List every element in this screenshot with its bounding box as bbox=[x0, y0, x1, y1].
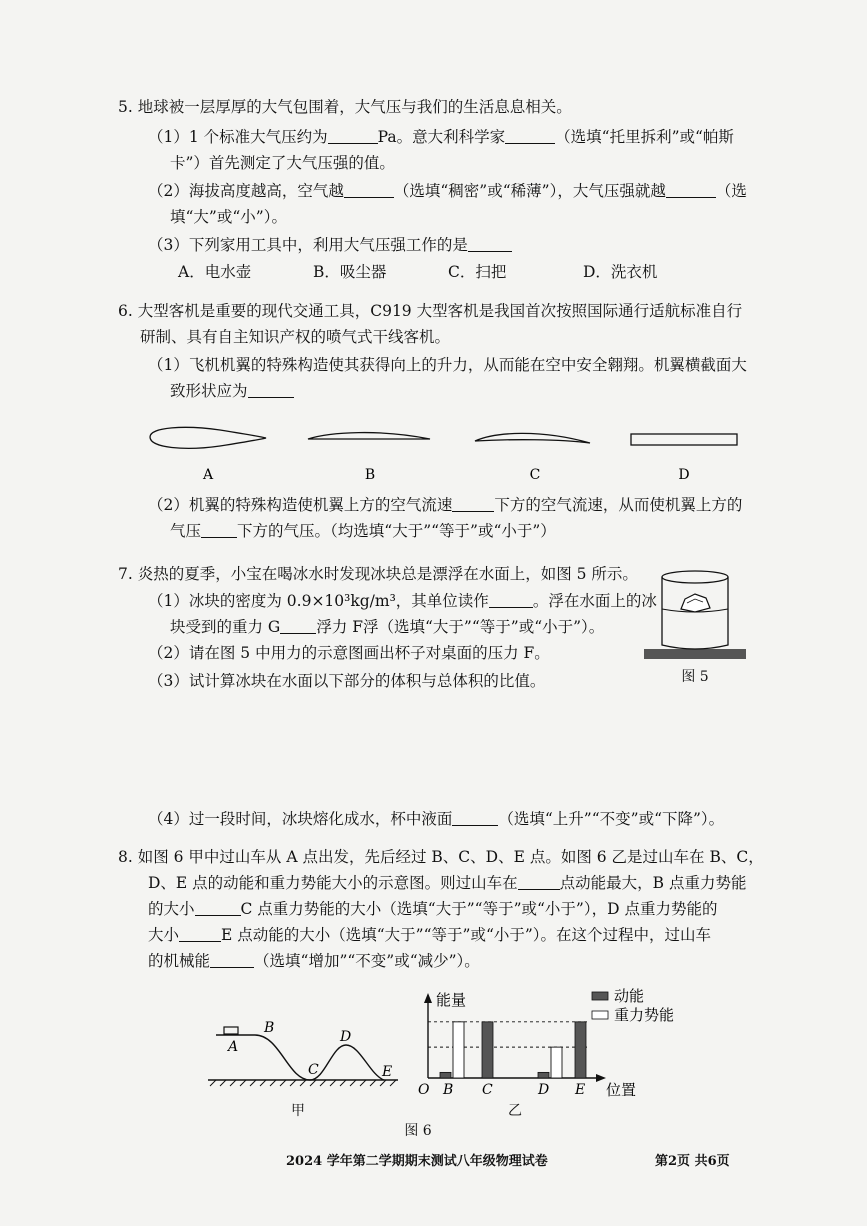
q7-part4 bbox=[148, 808, 724, 830]
x-axis-arrow bbox=[596, 1074, 606, 1082]
q5-part3 bbox=[148, 234, 512, 256]
y-axis-arrow bbox=[424, 993, 432, 1003]
q8-line3 bbox=[148, 898, 717, 920]
q5-p2-text-d: 填“大”或“小”）。 bbox=[170, 208, 287, 226]
footer-title: 2024 学年第二学期期末测试八年级物理试卷 bbox=[286, 1154, 548, 1169]
q8-blank-4[interactable] bbox=[210, 951, 254, 968]
legend-potential-label: 重力势能 bbox=[614, 1006, 675, 1024]
q5-option-a[interactable]: A．电水壶 bbox=[178, 263, 252, 281]
q8-blank-3[interactable] bbox=[179, 925, 221, 942]
q6-p2-blank-1[interactable] bbox=[452, 495, 494, 512]
x-tick-label-b: B bbox=[443, 1082, 454, 1098]
q7-p1-blank-2[interactable] bbox=[280, 617, 316, 634]
q5-part2-line1 bbox=[148, 180, 747, 202]
q5-option-d[interactable]: D．洗衣机 bbox=[583, 263, 658, 281]
wing-label-a: A bbox=[202, 467, 214, 483]
q7-p1-text-a: （1）冰块的密度为 0.9×10³kg/m³，其单位读作 bbox=[148, 592, 489, 610]
q6-p2-text-a: （2）机翼的特殊构造使机翼上方的空气流速 bbox=[148, 496, 453, 514]
q5-stem: 5. 地球被一层厚厚的大气包围着，大气压与我们的生活息息相关。 bbox=[118, 98, 572, 116]
fig5-label: 图 5 bbox=[681, 669, 709, 685]
fig6-yi-label: 乙 bbox=[508, 1103, 522, 1119]
q7-p4-blank[interactable] bbox=[452, 809, 498, 826]
q6-part2-line2 bbox=[170, 520, 556, 542]
wing-shape-d[interactable] bbox=[631, 434, 737, 445]
q5-part1-line1 bbox=[148, 126, 734, 148]
q6-p2-text-b: 下方的空气流速，从而使机翼上方的 bbox=[494, 496, 743, 514]
q8-line2 bbox=[148, 872, 747, 894]
bar-kinetic-e bbox=[575, 1022, 586, 1078]
q8-blank-1[interactable] bbox=[518, 873, 560, 890]
bar-potential-b bbox=[453, 1022, 464, 1078]
wing-shape-a[interactable] bbox=[150, 427, 266, 448]
fig6-label: 图 6 bbox=[404, 1123, 432, 1139]
q8-blank-2[interactable] bbox=[195, 899, 241, 916]
q6-p1-blank[interactable] bbox=[248, 381, 294, 398]
ice-cube bbox=[681, 594, 710, 612]
q7-p3: （3）试计算冰块在水面以下部分的体积与总体积的比值。 bbox=[148, 672, 546, 690]
wing-label-d: D bbox=[678, 467, 690, 483]
ground-hatching bbox=[210, 1080, 396, 1086]
q6-part2-line1 bbox=[148, 494, 742, 516]
wing-shapes-figure bbox=[0, 415, 867, 495]
cup-rim bbox=[662, 571, 728, 583]
q7-p4-text-a: （4）过一段时间，冰块熔化成水，杯中液面 bbox=[148, 810, 453, 828]
q6-p2-text-c: 气压 bbox=[170, 522, 202, 540]
wing-label-b: B bbox=[364, 467, 376, 483]
legend-kinetic-swatch bbox=[592, 992, 608, 1000]
q5-p1-blank-2[interactable] bbox=[505, 127, 555, 144]
q8-l5-text-a: 的机械能 bbox=[148, 952, 211, 970]
q5-p1-text-d: 卡”）首先测定了大气压强的值。 bbox=[170, 154, 395, 172]
track-label-a: A bbox=[228, 1039, 239, 1055]
q7-p1-text-c: 块受到的重力 G bbox=[170, 618, 281, 636]
q8-line4 bbox=[148, 924, 711, 946]
legend-kinetic-label: 动能 bbox=[614, 987, 645, 1005]
q5-options bbox=[178, 261, 718, 283]
track-label-b: B bbox=[264, 1020, 275, 1036]
x-tick-label-e: E bbox=[575, 1082, 586, 1098]
q5-p2-text-b: （选填“稠密”或“稀薄”），大气压强就越 bbox=[393, 182, 666, 200]
q5-p2-blank-2[interactable] bbox=[666, 181, 716, 198]
q8-l3-text-b: C 点重力势能的大小（选填“大于”“等于”或“小于”），D 点重力势能的 bbox=[240, 900, 718, 918]
q7-p1-text-b: 。浮在水面上的冰 bbox=[532, 592, 657, 610]
footer-page: 第2页 共6页 bbox=[655, 1154, 730, 1169]
x-tick-label-c: C bbox=[482, 1082, 493, 1098]
q8-line1: 8. 如图 6 甲中过山车从 A 点出发，先后经过 B、C、D、E 点。如图 6 乙是过山车在 B、C， bbox=[118, 848, 764, 866]
q6-p2-blank-2[interactable] bbox=[201, 521, 237, 538]
q7-p1-text-d: 浮力 F浮（选填“大于”“等于”或“小于”）。 bbox=[316, 618, 605, 636]
q7-p1-blank-1[interactable] bbox=[489, 591, 533, 608]
q5-p2-text-c: （选 bbox=[715, 182, 747, 200]
q5-p2-blank-1[interactable] bbox=[344, 181, 394, 198]
cup-body bbox=[662, 577, 728, 649]
q7-part1-line2 bbox=[170, 616, 604, 638]
q7-p4-text-b: （选填“上升”“不变”或“下降”）。 bbox=[498, 810, 725, 828]
q6-stem-2: 研制、具有自主知识产权的喷气式干线客机。 bbox=[140, 328, 451, 346]
q6-p1-text-a: （1）飞机机翼的特殊构造使其获得向上的升力，从而能在空中安全翱翔。机翼横截面大 bbox=[148, 356, 747, 374]
q6-p2-text-d: 下方的气压。（均选填“大于”“等于”或“小于”） bbox=[237, 522, 556, 540]
roller-coaster-figure bbox=[200, 1010, 410, 1110]
bar-kinetic-d bbox=[538, 1072, 549, 1078]
wing-shape-b[interactable] bbox=[308, 433, 430, 439]
q5-p3-blank[interactable] bbox=[468, 235, 512, 252]
cup-figure bbox=[640, 565, 750, 665]
q7-stem: 7. 炎热的夏季，小宝在喝冰水时发现冰块总是漂浮在水面上，如图 5 所示。 bbox=[118, 565, 638, 583]
q7-part1-line1 bbox=[148, 590, 657, 612]
q8-l2-text-a: D、E 点的动能和重力势能大小的示意图。则过山车在 bbox=[148, 874, 518, 892]
bar-potential-d bbox=[551, 1047, 562, 1078]
q5-p1-text-b: Pa。意大利科学家 bbox=[377, 128, 506, 146]
wing-label-c: C bbox=[529, 467, 541, 483]
q8-l4-text-b: E 点动能的大小（选填“大于”“等于”或“小于”）。在这个过程中，过山车 bbox=[221, 926, 712, 944]
bar-kinetic-b bbox=[440, 1072, 451, 1078]
q5-p1-blank-1[interactable] bbox=[328, 127, 378, 144]
q8-l2-text-b: 点动能最大，B 点重力势能 bbox=[559, 874, 747, 892]
q8-l5-text-b: （选填“增加”“不变”或“减少”）。 bbox=[254, 952, 480, 970]
q5-p2-text-a: （2）海拔高度越高，空气越 bbox=[148, 182, 344, 200]
q6-stem-1: 6. 大型客机是重要的现代交通工具，C919 大型客机是我国首次按照国际通行适航标准自行 bbox=[118, 302, 743, 320]
track-label-e: E bbox=[382, 1064, 393, 1080]
wing-shape-c[interactable] bbox=[475, 433, 590, 443]
bar-kinetic-c bbox=[482, 1022, 493, 1078]
table-surface bbox=[644, 649, 746, 659]
q8-l4-text-a: 大小 bbox=[148, 926, 180, 944]
q8-l3-text-a: 的大小 bbox=[148, 900, 195, 918]
q5-option-b[interactable]: B．吸尘器 bbox=[313, 263, 387, 281]
x-tick-label-d: D bbox=[538, 1082, 550, 1098]
track-label-d: D bbox=[340, 1029, 352, 1045]
q6-p1-text-b: 致形状应为 bbox=[170, 382, 248, 400]
energy-bar-chart bbox=[410, 985, 700, 1100]
x-axis-label: 位置 bbox=[606, 1081, 637, 1099]
origin-label: O bbox=[418, 1082, 430, 1098]
q8-line5 bbox=[148, 950, 480, 972]
q5-option-c[interactable]: C．扫把 bbox=[448, 263, 507, 281]
q6-part1-line2 bbox=[170, 380, 294, 402]
q5-p1-text-a: （1）1 个标准大气压约为 bbox=[148, 128, 328, 146]
legend-potential-swatch bbox=[592, 1011, 608, 1019]
q7-p2: （2）请在图 5 中用力的示意图画出杯子对桌面的压力 F。 bbox=[148, 644, 550, 662]
cart bbox=[224, 1027, 238, 1034]
fig6-jia-label: 甲 bbox=[291, 1103, 305, 1119]
q5-p3-text: （3）下列家用工具中，利用大气压强工作的是 bbox=[148, 236, 468, 254]
q5-p1-text-c: （选填“托里拆利”或“帕斯 bbox=[555, 128, 734, 146]
track-label-c: C bbox=[308, 1062, 319, 1078]
chart-title: 能量 bbox=[436, 991, 467, 1009]
track-curve bbox=[216, 1035, 384, 1080]
